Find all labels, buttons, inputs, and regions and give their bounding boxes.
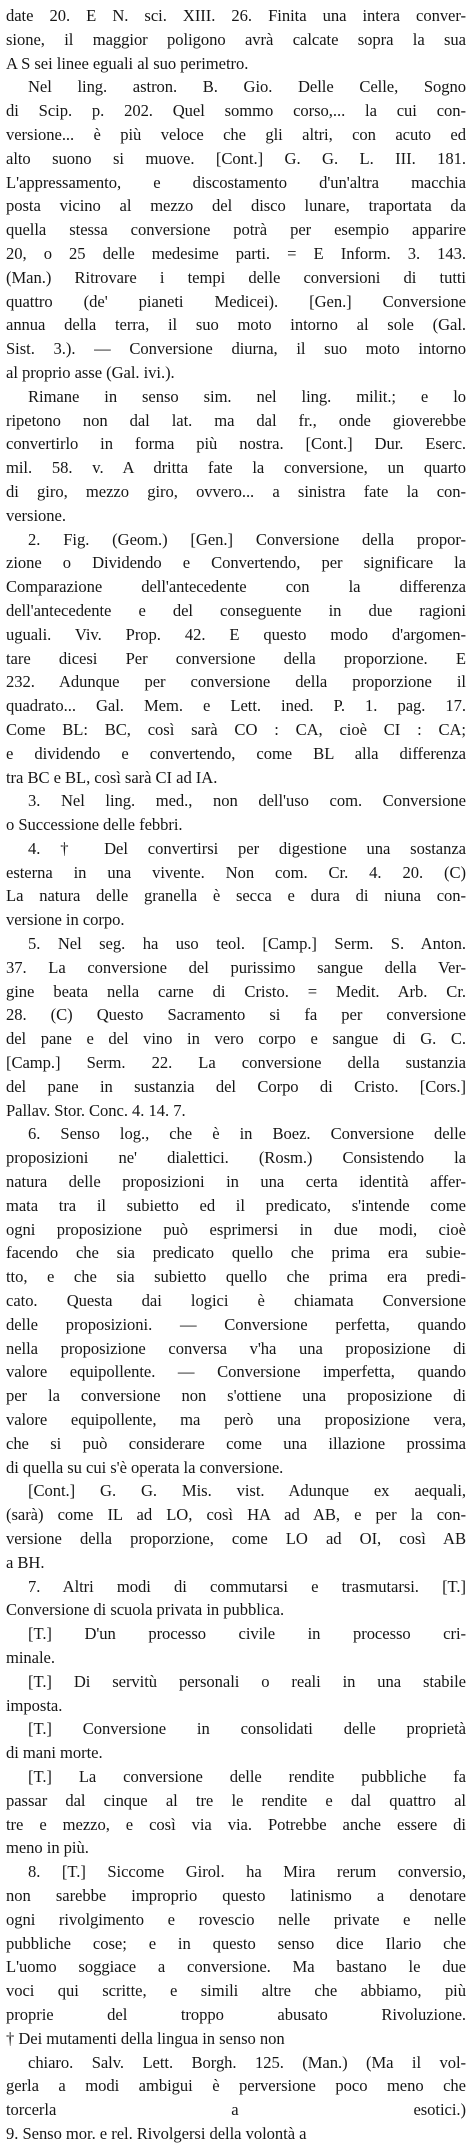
text-line: nella proposizione conversa v'ha una proposizione di: [6, 1338, 466, 1358]
text-line: tra BC e BL, così sarà CI ad IA.: [6, 767, 218, 787]
text-line: zione o Dividendo e Convertendo, per significare la: [6, 553, 466, 573]
text-line: A S sei linee eguali al suo perimetro.: [6, 53, 249, 73]
text-line: [T.] D'un processo civile in processo cri-: [28, 1624, 466, 1644]
dictionary-text-column: [6, 4, 466, 2146]
text-line: ogni rivolgimento e rovescio nelle private e nelle: [6, 1909, 466, 1929]
text-line: annua della terra, il suo moto intorno al sole (Gal.: [6, 315, 466, 335]
text-line: non sarebbe improprio questo latinismo a denotare: [6, 1885, 466, 1905]
text-line: L'uomo soggiace a conversione. Ma bastano le due: [6, 1957, 466, 1977]
text-line: 4. † Del convertirsi per digestione una sostanza: [28, 838, 466, 858]
text-line: del pane e del vino in vero corpo e sangue di G. C.: [6, 1029, 466, 1049]
text-line: 20, o 25 delle medesime parti. = E Inform. 3. 143.: [6, 243, 466, 263]
text-line: versione in corpo.: [6, 910, 125, 930]
text-line: Sist. 3.). — Conversione diurna, il suo moto intorno: [6, 339, 466, 359]
text-line: esterna in una vivente. Non com. Cr. 4. 20. (C): [6, 862, 466, 882]
text-line: sione, il maggior poligono avrà calcate sopra la sua: [6, 29, 466, 49]
text-line: 9. Senso mor. e rel. Rivolgersi della volontà a: [6, 2123, 307, 2143]
text-line: proposizioni ne' dialettici. (Rosm.) Consistendo la: [6, 1148, 466, 1168]
text-line: [T.] Conversione in consolidati delle proprietà: [28, 1719, 466, 1739]
text-line: versione.: [6, 505, 66, 525]
text-line: Conversione di scuola privata in pubblica.: [6, 1600, 285, 1620]
text-line: [Camp.] Serm. 22. La conversione della sustanzia: [6, 1053, 466, 1073]
text-line: natura delle proposizioni in una certa identità affer-: [6, 1172, 466, 1192]
text-line: ripetono non dal lat. ma dal fr., onde gioverebbe: [6, 410, 466, 430]
text-line: quattro (de' pianeti Medicei). [Gen.] Conversione: [6, 291, 466, 311]
text-line: alto suono si muove. [Cont.] G. G. L. III. 181.: [6, 148, 466, 168]
text-line: 5. Nel seg. ha uso teol. [Camp.] Serm. S. Anton.: [28, 934, 466, 954]
text-line: al proprio asse (Gal. ivi.).: [6, 362, 175, 382]
text-line: passar dal cinque al tre le rendite e dal quattro al: [6, 1790, 466, 1810]
text-line: per la conversione non s'ottiene una proposizione di: [6, 1386, 466, 1406]
text-line: Come BL: BC, così sarà CO : CA, cioè CI : CA;: [6, 719, 466, 739]
text-line: [T.] La conversione delle rendite pubbliche fa: [28, 1766, 466, 1786]
text-line: date 20. E N. sci. XIII. 26. Finita una intera conver-: [6, 6, 466, 25]
text-line: Comparazione dell'antecedente con la differenza: [6, 577, 466, 597]
text-line: delle proposizioni. — Conversione perfetta, quando: [6, 1314, 466, 1334]
text-line: versione della proporzione, come LO ad OI, così AB: [6, 1529, 466, 1548]
text-line: gine beata nella carne di Cristo. = Medit. Arb. Cr.: [6, 981, 466, 1001]
text-line: [T.] Di servitù personali o reali in una stabile: [28, 1671, 466, 1691]
text-line: meno in più.: [6, 1838, 89, 1858]
text-line: di giro, mezzo giro, ovvero... a sinistra fate la con-: [6, 481, 466, 501]
text-line: 8. [T.] Siccome Girol. ha Mira rerum conversio,: [28, 1862, 466, 1882]
text-line: gerla a modi ambigui è perversione poco meno che: [6, 2076, 466, 2096]
text-line: (sarà) come IL ad LO, così HA ad AB, e per la con-: [6, 1505, 466, 1525]
text-line: Rimane in senso sim. nel ling. milit.; e lo: [28, 386, 466, 406]
text-line: 2. Fig. (Geom.) [Gen.] Conversione della propor-: [28, 529, 466, 549]
text-line: voci qui scritte, e simili altre che abbiamo, più: [6, 1981, 466, 2001]
text-line: dell'antecedente e del conseguente in due ragioni: [6, 600, 466, 620]
text-line: valore equipollente, ma però una proposizione vera,: [6, 1410, 466, 1430]
text-line: e dividendo e convertendo, come BL alla differenza: [6, 743, 466, 763]
text-line: 232. Adunque per conversione della proporzione il: [6, 672, 466, 692]
text-line: Nel ling. astron. B. Gio. Delle Celle, Sogno: [28, 77, 466, 97]
text-line: 7. Altri modi di commutarsi e trasmutarsi. [T.]: [28, 1576, 466, 1596]
text-line: tre e mezzo, e così via via. Potrebbe anche essere di: [6, 1814, 466, 1834]
text-line: La natura delle granella è secca e dura di niuna con-: [6, 886, 466, 906]
text-line: 28. (C) Questo Sacramento si fa per conversione: [6, 1005, 466, 1025]
text-line: cato. Questa dai logici è chiamata Conversione: [6, 1291, 466, 1311]
text-line: 6. Senso log., che è in Boez. Conversione delle: [28, 1124, 466, 1144]
text-line: ogni proposizione può esprimersi in due modi, cioè: [6, 1219, 466, 1239]
text-line: 3. Nel ling. med., non dell'uso com. Conversione: [28, 791, 466, 811]
text-line: quadrato... Gal. Mem. e Lett. ined. P. 1. pag. 17.: [6, 696, 466, 716]
text-line: [Cont.] G. G. Mis. vist. Adunque ex aequali,: [28, 1481, 466, 1501]
text-line: chiaro. Salv. Lett. Borgh. 125. (Man.) (Ma il vol-: [28, 2052, 466, 2072]
text-line: convertirlo in forma più nostra. [Cont.] Dur. Eserc.: [6, 434, 466, 454]
text-line: mil. 58. v. A dritta fate la conversione, un quarto: [6, 458, 466, 478]
text-line: di quella su cui s'è operata la conversione.: [6, 1457, 284, 1477]
text-line: minale.: [6, 1647, 55, 1667]
text-line: proprie del troppo abusato Rivoluzione.: [6, 2004, 466, 2024]
text-line: † Dei mutamenti della lingua in senso non: [6, 2028, 285, 2048]
text-line: facendo che sia predicato quello che prima era subie-: [6, 1243, 466, 1263]
text-line: mata tra il subietto ed il predicato, s'intende come: [6, 1195, 466, 1215]
text-line: di mani morte.: [6, 1743, 103, 1763]
text-line: tto, e che sia subietto quello che prima era predi-: [6, 1267, 466, 1287]
text-line: del pane in sustanzia del Corpo di Cristo. [Cors.]: [6, 1076, 466, 1096]
text-line: che si può considerare come una illazione prossima: [6, 1433, 466, 1453]
text-line: (Man.) Ritrovare i tempi delle conversioni di tutti: [6, 267, 466, 287]
text-line: quella stessa conversione potrà per esempio apparire: [6, 220, 466, 240]
text-line: pubbliche cose; e in questo senso dice Ilario che: [6, 1933, 466, 1953]
text-line: posta vicino al mezzo del disco lunare, traportata da: [6, 196, 466, 216]
text-line: 37. La conversione del purissimo sangue della Ver-: [6, 957, 466, 977]
text-line: Pallav. Stor. Conc. 4. 14. 7.: [6, 1100, 186, 1120]
text-line: imposta.: [6, 1695, 63, 1715]
text-line: tare dicesi Per conversione della proporzione. E: [6, 648, 466, 668]
text-line: di Scip. p. 202. Quel sommo corso,... la cui con-: [6, 101, 466, 121]
text-line: L'appressamento, e discostamento d'un'altra macchia: [6, 172, 466, 192]
text-line: a BH.: [6, 1552, 45, 1572]
text-line: versione... è più veloce che gli altri, con acuto ed: [6, 124, 466, 144]
text-line: valore equipollente. — Conversione imperfetta, quando: [6, 1362, 466, 1382]
text-line: torcerla a esotici.): [6, 2100, 466, 2120]
text-line: o Successione delle febbri.: [6, 815, 183, 835]
text-line: uguali. Viv. Prop. 42. E questo modo d'argomen-: [6, 624, 466, 644]
